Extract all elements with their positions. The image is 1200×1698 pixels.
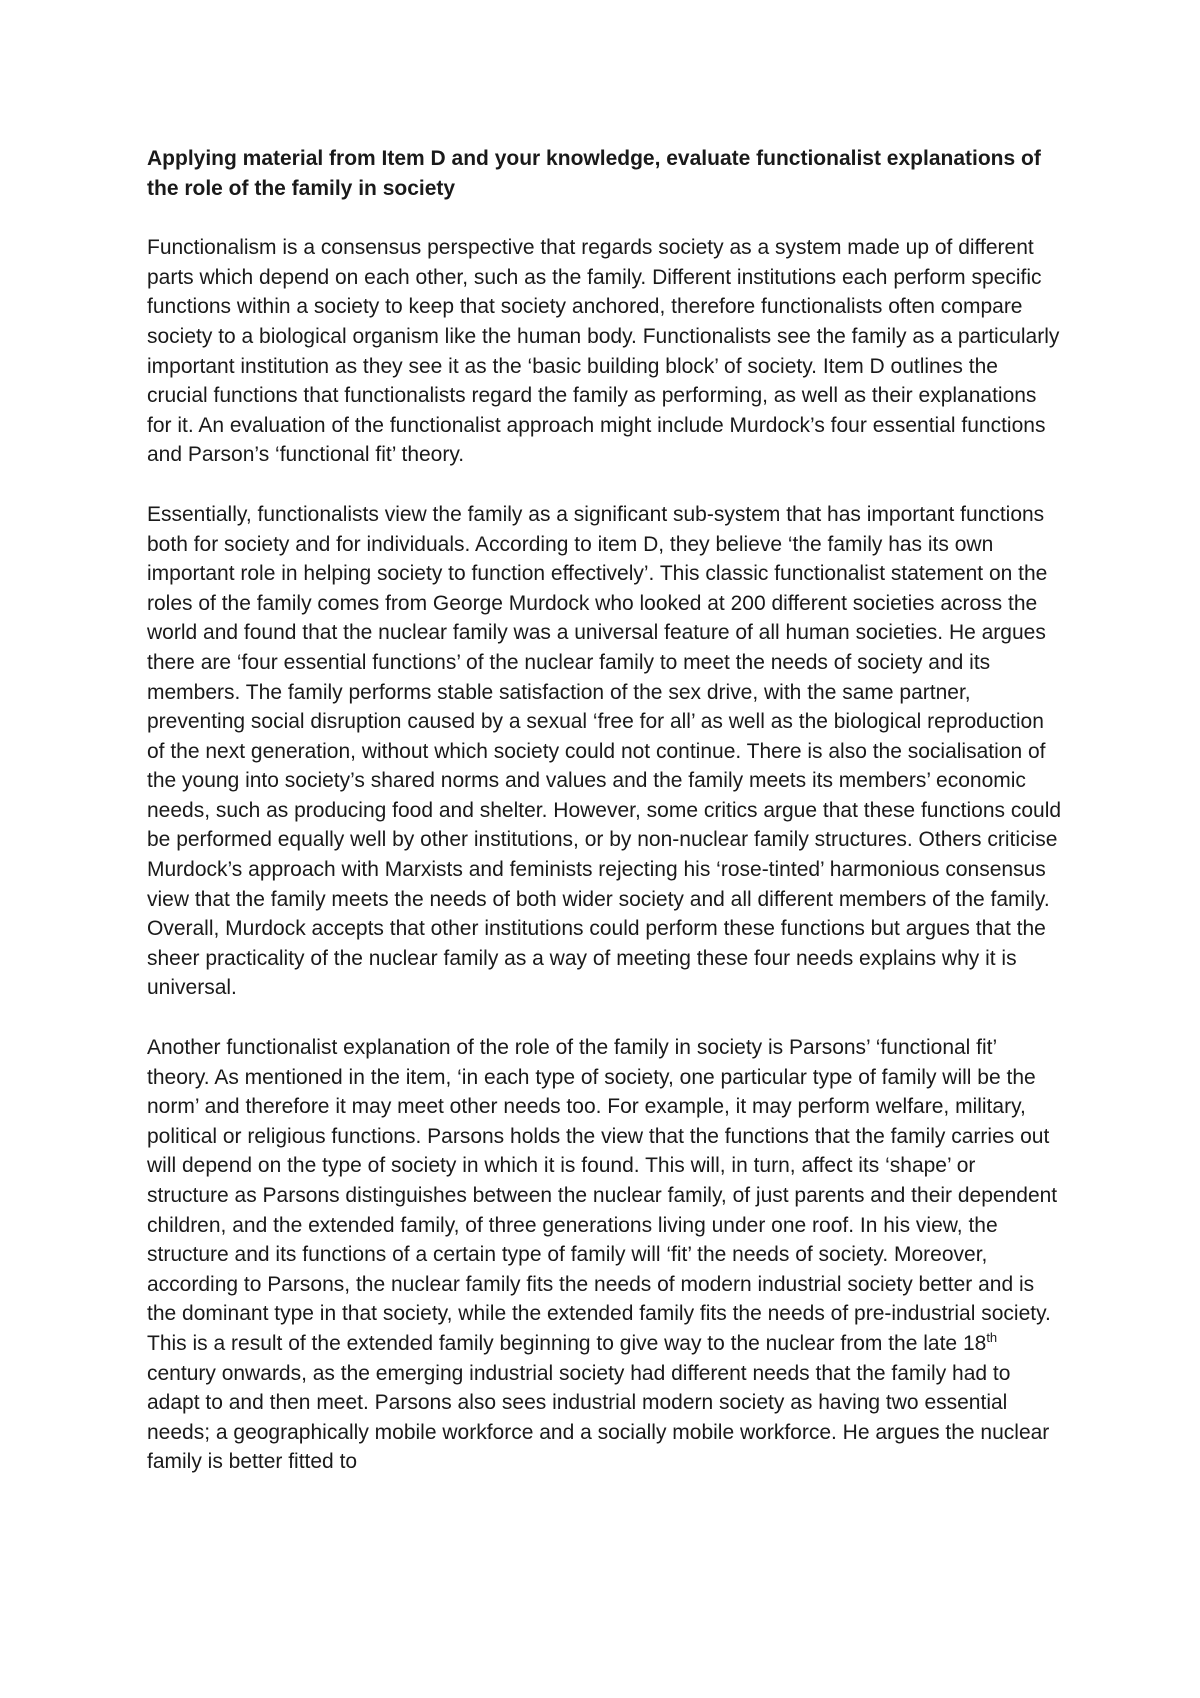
document-body (147, 144, 1062, 1477)
paragraph-parsons-text-start: Another functionalist explanation of the role of the family in society is Parsons’ ‘functional fit’ theory. As mentioned in the item, ‘in each type of society, one particular type of family will be the norm’ and therefore it may meet other needs too. For example, it may perform welfare, military, political or religious functions. Parsons holds the view that the functions that the family carries out will depend on the type of society in which it is found. This will, in turn, affect its ‘shape’ or structure as Parsons distinguishes between the nuclear family, of just parents and their dependent children, and the extended family, of three generations living under one roof. In his view, the structure and its functions of a certain type of family will ‘fit’ the needs of society. Moreover, according to Parsons, the nuclear family fits the needs of modern industrial society better and is the dominant type in that society, while the extended family fits the needs of pre-industrial society. This is a result of the extended family beginning to give way to the nuclear from the late 18 (147, 1036, 1058, 1355)
paragraph-murdock: Essentially, functionalists view the family as a significant sub-system that has important functions both for society and for individuals. According to item D, they believe ‘the family has its own important role in helping society to function effectively’. This classic functionalist statement on the roles of the family comes from George Murdock who looked at 200 different societies across the world and found that the nuclear family was a universal feature of all human societies. He argues there are ‘four essential functions’ of the nuclear family to meet the needs of society and its members. The family performs stable satisfaction of the sex drive, with the same partner, preventing social disruption caused by a sexual ‘free for all’ as well as the biological reproduction of the next generation, without which society could not continue. There is also the socialisation of the young into society’s shared norms and values and the family meets its members’ economic needs, such as producing food and shelter. However, some critics argue that these functions could be performed equally well by other institutions, or by non-nuclear family structures. Others criticise Murdock’s approach with Marxists and feminists rejecting his ‘rose-tinted’ harmonious consensus view that the family meets the needs of both wider society and all different members of the family. Overall, Murdock accepts that other institutions could perform these functions but argues that the sheer practicality of the nuclear family as a way of meeting these four needs explains why it is universal. (147, 502, 1062, 1000)
essay-question-heading: Applying material from Item D and your knowledge, evaluate functionalist explanations of the role of the family in society (147, 147, 1041, 200)
paragraph-introduction: Functionalism is a consensus perspective that regards society as a system made up of different parts which depend on each other, such as the family. Different institutions each perform specific functions within a society to keep that society anchored, therefore functionalists often compare society to a biological organism like the human body. Functionalists see the family as a particularly important institution as they see it as the ‘basic building block’ of society. Item D outlines the crucial functions that functionalists regard the family as performing, as well as their explanations for it. An evaluation of the functionalist approach might include Murdock’s four essential functions and Parson’s ‘functional fit’ theory. (147, 236, 1060, 467)
paragraph-parsons-text-end: century onwards, as the emerging industrial society had different needs that the family had to adapt to and then meet. Parsons also sees industrial modern society as having two essential needs; a geographically mobile workforce and a socially mobile workforce. He argues the nuclear family is better fitted to (147, 1361, 1050, 1474)
paragraph-parsons (147, 1033, 1062, 1477)
ordinal-superscript: th (986, 1329, 998, 1345)
